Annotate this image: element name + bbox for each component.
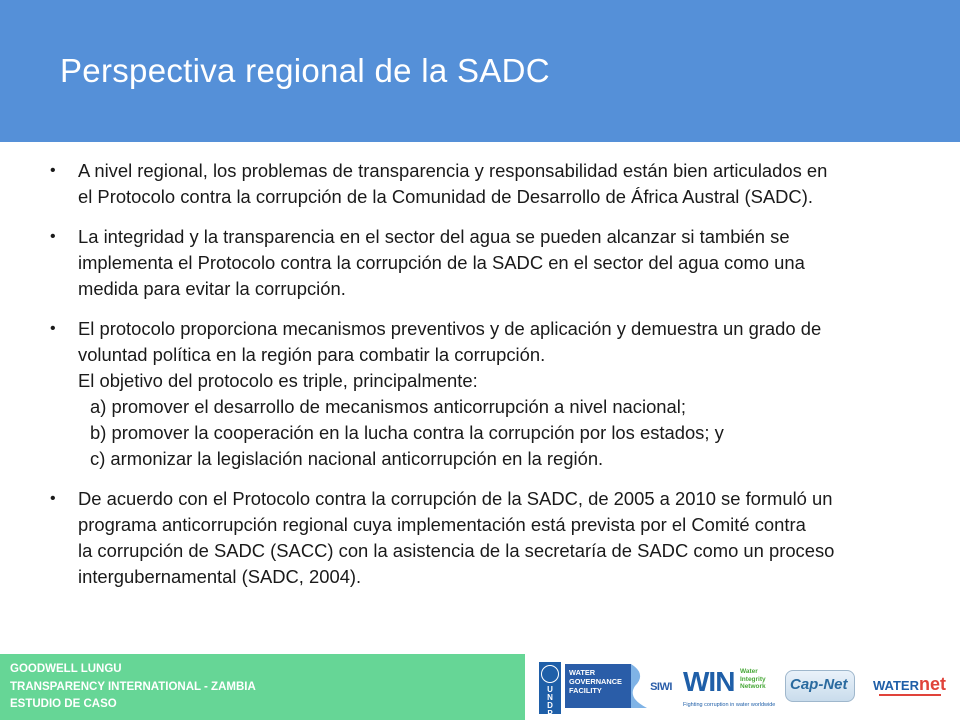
un-emblem-icon <box>541 665 559 683</box>
cap-net-wordmark: Cap-Net <box>790 676 848 693</box>
bullet-line: la corrupción de SADC (SACC) con la asistencia de la secretaría de SADC como un proceso <box>78 540 835 561</box>
undp-letter: P <box>547 709 553 718</box>
win-tagline: Fighting corruption in water worldwide <box>683 702 776 708</box>
wave-icon <box>631 664 647 708</box>
bullet-line: el Protocolo contra la corrupción de la Comunidad de Desarrollo de África Austral (SADC). <box>78 186 813 207</box>
water-governance-facility-logo <box>565 664 631 708</box>
bullet-dot: • <box>50 490 56 507</box>
wgf-text: GOVERNANCE <box>569 677 622 686</box>
undp-letter: D <box>547 701 553 710</box>
win-logo <box>683 662 776 712</box>
bullet-item <box>50 316 930 472</box>
bullet-line: De acuerdo con el Protocolo contra la corrupción de la SADC, de 2005 a 2010 se formuló un <box>78 488 833 509</box>
footer-type: ESTUDIO DE CASO <box>10 698 117 710</box>
bullet-dot: • <box>50 320 56 337</box>
slide-title: Perspectiva regional de la SADC <box>60 52 550 89</box>
bullet-line: El protocolo proporciona mecanismos preventivos y de aplicación y demuestra un grado de <box>78 318 822 339</box>
bullet-line: intergubernamental (SADC, 2004). <box>78 566 362 587</box>
bullet-line: La integridad y la transparencia en el sector del agua se pueden alcanzar si también se <box>78 226 790 247</box>
bullet-dot: • <box>50 228 56 245</box>
slide-header <box>0 0 960 142</box>
footer-organization: TRANSPARENCY INTERNATIONAL - ZAMBIA <box>10 680 256 693</box>
siwi-logo: SIWI <box>650 681 672 693</box>
waternet-text-b: net <box>918 674 946 694</box>
footer-credits <box>0 654 525 720</box>
bullet-line: medida para evitar la corrupción. <box>78 278 346 299</box>
bullet-line: implementa el Protocolo contra la corrupción de la SADC en el sector del agua como una <box>78 252 805 273</box>
sub-item: b) promover la cooperación en la lucha contra la corrupción por los estados; y <box>90 422 724 443</box>
footer-author: GOODWELL LUNGU <box>10 663 122 675</box>
bullet-item <box>50 486 930 590</box>
win-wordmark: WIN <box>683 666 735 697</box>
bullet-line: voluntad política en la región para combatir la corrupción. <box>78 344 546 365</box>
waternet-text-a: WATER <box>873 678 919 693</box>
win-subtext: Integrity <box>740 675 766 683</box>
bullet-item <box>50 158 930 210</box>
bullet-line: El objetivo del protocolo es triple, principalmente: <box>78 370 478 391</box>
bullet-item <box>50 224 930 302</box>
win-subtext: Network <box>740 683 766 690</box>
wgf-text: FACILITY <box>569 686 602 695</box>
partner-logos <box>525 654 960 720</box>
slide-body <box>50 158 930 604</box>
wgf-text: WATER <box>569 668 596 677</box>
undp-letter: N <box>547 693 553 702</box>
win-subtext: Water <box>740 668 758 675</box>
bullet-line: A nivel regional, los problemas de transparencia y responsabilidad están bien articulados en <box>78 160 828 181</box>
waternet-underline <box>879 694 941 696</box>
bullet-dot: • <box>50 162 56 179</box>
cap-net-logo <box>785 670 855 702</box>
sub-item: c) armonizar la legislación nacional anticorrupción en la región. <box>90 448 604 469</box>
sub-item: a) promover el desarrollo de mecanismos anticorrupción a nivel nacional; <box>90 396 686 417</box>
bullet-line: programa anticorrupción regional cuya implementación está prevista por el Comité contra <box>78 514 806 535</box>
waternet-logo <box>873 668 951 704</box>
undp-logo <box>539 662 561 718</box>
undp-letter: U <box>547 685 553 694</box>
